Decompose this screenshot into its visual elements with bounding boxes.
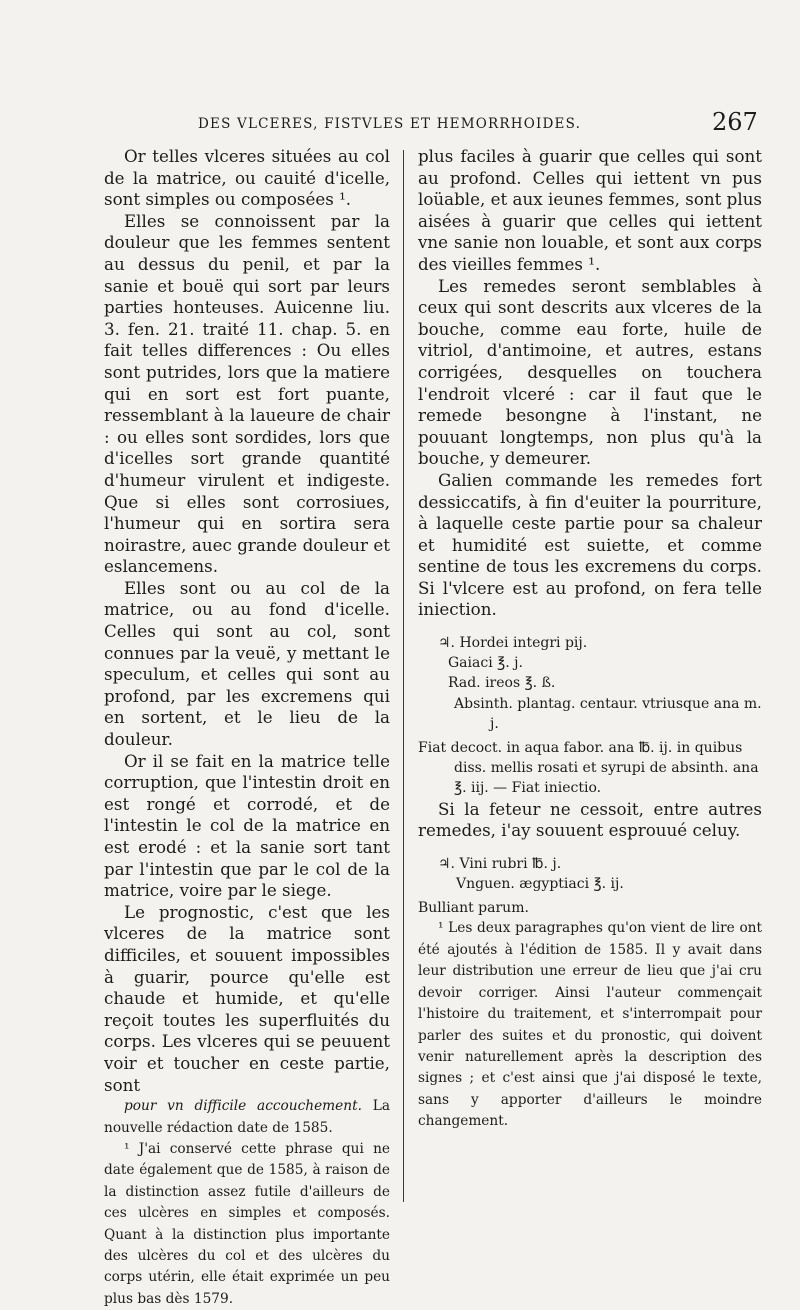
recipe-line: ♃. Vini rubri ℔. j. xyxy=(438,855,562,872)
paragraph: Or telles vlceres situées au col de la matrice, ou cauité d'icelle, sont simples ou composées ¹. xyxy=(104,146,390,210)
paragraph: Galien commande les remedes fort dessiccatifs, à fin d'euiter la pourriture, à laquelle ceste partie pour sa chaleur et humidité est suiette, et comme sentine de tous les excremens du corps. Si l'vlcere est au profond, on fera telle iniection. xyxy=(418,469,762,620)
recipe-line: Vnguen. ægyptiaci ℥. ij. xyxy=(456,876,624,893)
right-column xyxy=(418,146,762,1133)
recipe-line: ♃. Hordei integri pij. xyxy=(438,635,588,652)
recipe-line: Bulliant parum. xyxy=(418,900,529,917)
footnote-text: La nouvelle rédaction date de 1585. xyxy=(104,1098,390,1136)
recipe xyxy=(418,854,762,919)
recipe-line: Rad. ireos ℥. ß. xyxy=(448,675,556,692)
recipe xyxy=(418,633,762,799)
footnote: ¹ J'ai conservé cette phrase qui ne date également que de 1585, à raison de la distinction assez futile d'ailleurs de ces ulcères en simples et composés. Quant à la distinction plus importante des ulcères du col et des ulcères du corps utérin, elle était exprimée un peu plus bas dès 1579. xyxy=(104,1140,390,1307)
paragraph: Les remedes seront semblables à ceux qui sont descrits aux vlceres de la bouche, comme eau forte, huile de vitriol, d'antimoine, et autres, estans corrigées, desquelles on touchera l'endroit vlceré : car il faut que le remede besongne à l'instant, ne pouuant longtemps, non plus qu'à la bouche, y demeurer. xyxy=(418,275,762,469)
paragraph: plus faciles à guarir que celles qui sont au profond. Celles qui iettent vn pus loüable, et aux ieunes femmes, sont plus aisées à guarir que celles qui iettent vne sanie non louable, et sont aux corps des vieilles femmes ¹. xyxy=(418,146,762,274)
recipe-line: Fiat decoct. in aqua fabor. ana ℔. ij. in quibus diss. mellis rosati et syrupi de absinth. ana ℥. iij. — Fiat iniectio. xyxy=(418,740,759,797)
footnote-italic: pour vn difficile accouchement. xyxy=(124,1098,362,1115)
recipe-line: Absinth. plantag. centaur. vtriusque ana m. j. xyxy=(454,695,762,732)
paragraph: Elles sont ou au col de la matrice, ou au fond d'icelle. Celles qui sont au col, sont connues par la veuë, y mettant le speculum, et celles qui sont au profond, par les excremens qui en sortent, et le lieu de la douleur. xyxy=(104,577,390,750)
recipe-line: Gaiaci ℥. j. xyxy=(448,655,523,672)
footnote-continuation xyxy=(104,1096,390,1139)
running-head: DES VLCERES, FISTVLES ET HEMORRHOIDES. xyxy=(198,116,582,132)
page-number: 267 xyxy=(712,108,758,136)
paragraph: Le prognostic, c'est que les vlceres de la matrice sont difficiles, et souuent impossibles à guarir, pource qu'elle est chaude et humide, et qu'elle reçoit toutes les superfluités du corps. Les vlceres qui se peuuent voir et toucher en ceste partie, sont xyxy=(104,901,390,1095)
footnote: ¹ Les deux paragraphes qu'on vient de lire ont été ajoutés à l'édition de 1585. Il y avait dans leur distribution une erreur de lieu que j'ai cru devoir corriger. Ainsi l'auteur commençait l'histoire du traitement, et s'interrompait pour parler des suites et du pronostic, qui doivent venir naturellement après la description des signes ; et c'est ainsi que j'ai disposé le texte, sans y apporter d'ailleurs le moindre changement. xyxy=(418,920,762,1130)
paragraph: Si la feteur ne cessoit, entre autres remedes, i'ay souuent esprouué celuy. xyxy=(418,798,762,841)
column-rule xyxy=(403,150,404,1202)
paragraph: Elles se connoissent par la douleur que les femmes sentent au dessus du penil, et par la sanie et bouë qui sort par leurs parties honteuses. Auicenne liu. 3. fen. 21. traité 11. chap. 5. en fait telles differences : Ou elles sont putrides, lors que la matiere qui en sort est fort puante, ressemblant à la laueure de chair : ou elles sont sordides, lors que d'icelles sort grande quantité d'humeur virulent et indigeste. Que si elles sont corrosiues, l'humeur qui en sortira sera noirastre, auec grande douleur et eslancemens. xyxy=(104,210,390,577)
left-column xyxy=(104,146,390,1310)
paragraph: Or il se fait en la matrice telle corruption, que l'intestin droit en est rongé et corrodé, et de l'intestin le col de la matrice en est erodé : et la sanie sort tant par l'intestin que par le col de la matrice, voire par le siege. xyxy=(104,750,390,901)
